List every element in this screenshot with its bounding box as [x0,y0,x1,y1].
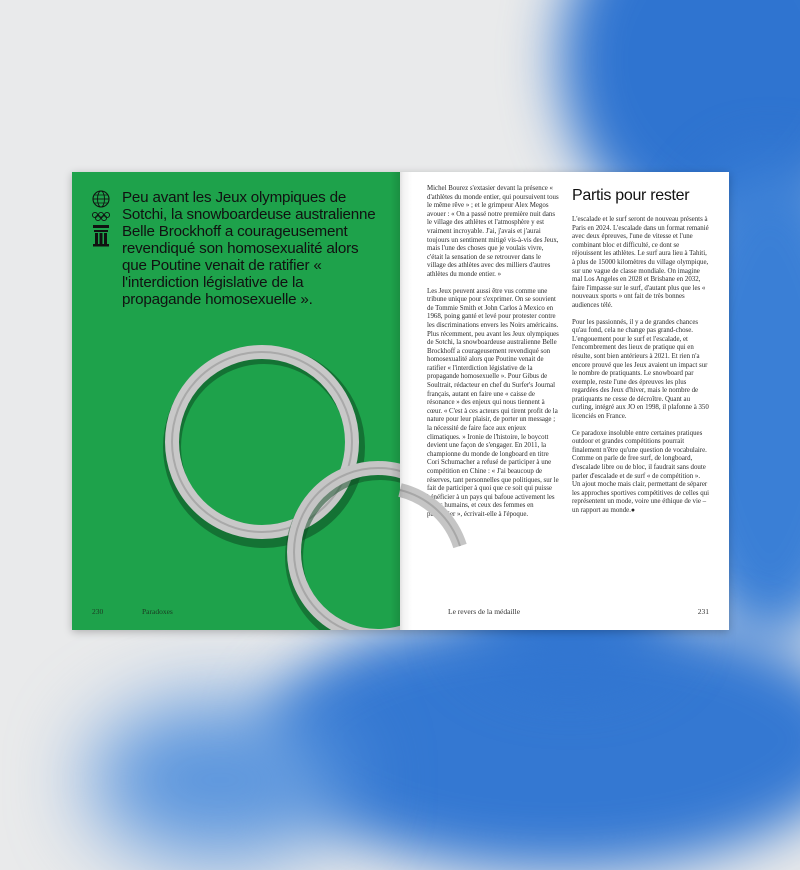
olympic-rings-icon [92,212,109,220]
paragraph: Michel Bourez s'extasier devant la présence « d'athlètes du monde entier, qui poursuivent tous le même rêve » ; et le grimpeur Alex Megos avouer : « On a passé notre première nuit dans le village des athlètes et l'atmosphère y est vraiment incroyable. J'ai, j'avais et j'aurai toujours un sentiment mitigé vis-à-vis des Jeux, mais l'une des choses que je voulais vivre, c'était la sensation de se retrouver dans le village des athlètes avec des milliers d'autres athlètes du monde entier. » [427,185,559,278]
section-title: Partis pour rester [572,187,690,204]
book-spread [72,172,729,630]
paragraph: Pour les passionnés, il y a de grandes chances qu'au fond, cela ne change pas grand-chose. L'engouement pour le surf et l'escalade, et l'encombrement des lieux de pratique qui en résulte, sont bien antérieurs à 2021. Et rien n'a encore prouvé que les Jeux avaient un impact sur le nombre de pratiquants. Le snowboard par exemple, reste l'une des épreuves les plus regardées des Jeux d'hiver, mais le nombre de pratiquants ne cesse de décroître. Quant au curling, intégré aux JO en 1998, il plafonne à 350 licenciés en France. [572,318,709,421]
left-page [72,172,400,630]
pull-quote: Peu avant les Jeux olympiques de Sotchi, la snowboardeuse australienne Belle Brockhoff a courageusement revendiqué son homosexualité alors que Poutine venait de ratifier « l'interdiction législative de la propagande homosexuelle ». [122,189,376,308]
emblem [90,190,112,248]
text-column-1 [427,185,559,528]
running-title-left: Paradoxes [142,607,173,616]
tower-icon [93,225,109,247]
paragraph: Ce paradoxe insoluble entre certaines pratiques outdoor et grandes compétitions pourrait finalement n'être qu'une question de vocabulaire. Comme on parle de free surf, de longboard, d'escalade libre ou de bloc, il faudrait sans doute parler d'escalade et de surf « de compétition ». Un ajout moche mais clair, permettant de séparer les approches sportives compétitives de celles qui représentent un mode, voire une éthique de vie – un rapport au monde.● [572,429,710,514]
paragraph: L'escalade et le surf seront de nouveau présents à Paris en 2024. L'escalade dans un format remanié avec deux épreuves, l'une de vitesse et l'une combinant bloc et difficulté, ce dont se réjouissent les athlètes. Le surf aura lieu à Tahiti, à plus de 15000 kilomètres du village olympique, sur une vague de classe mondiale. On imagine mal Los Angeles en 2028 et Brisbane en 2032, faire l'impasse sur le surf, d'autant plus que les « nouveaux sports » ont fait de très bonnes audiences télé. [572,216,709,309]
background-blue-blob [90,700,350,860]
right-page [400,172,729,630]
globe-icon [93,191,109,207]
paragraph: Les Jeux peuvent aussi être vus comme une tribune unique pour s'exprimer. On se souvient de Tommie Smith et John Carlos à Mexico en 1968, poing ganté et levé pour protester contre les discriminations envers les Noirs américains. Plus récemment, peu avant les Jeux olympiques de Sotchi, la snowboardeuse australienne Belle Brockhoff a courageusement revendiqué son homosexualité alors que Poutine venait de ratifier « l'interdiction législative de la propagande homosexuelle ». Pour Gibus de Soultrait, rédacteur en chef du Surfer's Journal français, autant en faire une « caisse de résonance » des enjeux qui nous tiennent à cœur. « C'est à ces acteurs qui tirent profit de la nature pour leur plaisir, de porter un message ; la nécessité de faire face aux enjeux climatiques. » Ironie de l'histoire, le boycott devient une façon de s'engager. En 2011, la championne du monde de longboard en titre Cori Schumacher a refusé de participer à une compétition en Chine : « J'ai beaucoup de réserves, tant personnelles que politiques, sur le fait de participer à quoi que ce soit qui puisse bénéficier à un pays qui bafoue activement les droits humains, et ceux des femmes en particulier », écrivait-elle à l'époque. [427,287,559,518]
page-number-left: 230 [92,607,104,616]
page-number-right: 231 [697,607,709,616]
text-column-2 [572,216,710,524]
running-title-right: Le revers de la médaille [448,607,521,616]
